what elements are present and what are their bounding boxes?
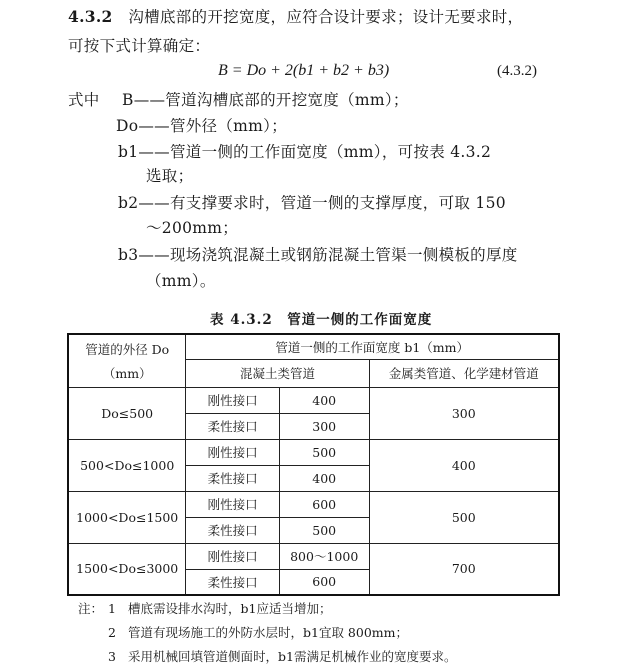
note-prefix: 注： (78, 601, 104, 616)
header-outer-diameter-unit: （mm） (102, 365, 152, 381)
flexible-joint-label: 柔性接口 (186, 517, 279, 543)
header-work-width: 管道一侧的工作面宽度 b1（mm） (186, 334, 559, 359)
table-row (68, 543, 559, 569)
note-2: 管道有现场施工的外防水层时，b1宜取 800mm； (128, 625, 408, 640)
definition-prefix: 式中 (68, 91, 100, 109)
flexible-joint-label: 柔性接口 (186, 465, 279, 491)
row-range: 1500<Do≤3000 (68, 543, 186, 595)
formula-expression: B = Do + 2(b1 + b2 + b3) (218, 62, 390, 79)
header-outer-diameter-label: 管道的外径 Do (85, 341, 170, 357)
flexible-joint-value: 400 (279, 465, 369, 491)
row-range: Do≤500 (68, 387, 186, 439)
header-concrete-pipe: 混凝土类管道 (186, 359, 369, 387)
table-row (68, 491, 559, 517)
flexible-joint-label: 柔性接口 (186, 569, 279, 595)
formula-number: (4.3.2) (497, 63, 537, 79)
definition-b1-line1: b1——管道一侧的工作面宽度（mm），可按表 4.3.2 (118, 143, 492, 161)
rigid-joint-label: 刚性接口 (186, 491, 279, 517)
definition-b2-line1: b2——有支撑要求时，管道一侧的支撑厚度，可取 150 (118, 194, 506, 212)
flexible-joint-label: 柔性接口 (186, 413, 279, 439)
rigid-joint-value: 500 (279, 439, 369, 465)
note-3-number: 3 (108, 649, 116, 664)
header-metal-pipe: 金属类管道、化学建材管道 (369, 359, 559, 387)
table-row (68, 387, 559, 413)
metal-pipe-value: 500 (369, 491, 559, 543)
definition-b3-line1: b3——现场浇筑混凝土或钢筋混凝土管渠一侧模板的厚度 (118, 246, 518, 264)
work-width-table (67, 333, 560, 596)
header-outer-diameter (68, 334, 186, 387)
metal-pipe-value: 700 (369, 543, 559, 595)
row-range: 500<Do≤1000 (68, 439, 186, 491)
clause-text-1: 沟槽底部的开挖宽度，应符合设计要求；设计无要求时， (128, 8, 524, 26)
definition-b1-line2: 选取； (146, 167, 194, 185)
metal-pipe-value: 400 (369, 439, 559, 491)
definition-B: B——管道沟槽底部的开挖宽度（mm）； (122, 91, 409, 109)
flexible-joint-value: 600 (279, 569, 369, 595)
note-1-number: 1 (108, 601, 116, 616)
rigid-joint-value: 600 (279, 491, 369, 517)
note-3: 采用机械回填管道侧面时，b1需满足机械作业的宽度要求。 (128, 649, 457, 664)
clause-text-2: 可按下式计算确定： (68, 37, 211, 55)
flexible-joint-value: 500 (279, 517, 369, 543)
note-2-number: 2 (108, 625, 116, 640)
table-row (68, 439, 559, 465)
rigid-joint-value: 400 (279, 387, 369, 413)
clause-number: 4.3.2 (68, 7, 113, 26)
rigid-joint-label: 刚性接口 (186, 387, 279, 413)
definition-b3-line2: （mm）。 (146, 272, 216, 290)
row-range: 1000<Do≤1500 (68, 491, 186, 543)
table-title: 表 4.3.2 管道一侧的工作面宽度 (210, 312, 433, 328)
rigid-joint-value: 800～1000 (279, 543, 369, 569)
rigid-joint-label: 刚性接口 (186, 543, 279, 569)
rigid-joint-label: 刚性接口 (186, 439, 279, 465)
metal-pipe-value: 300 (369, 387, 559, 439)
flexible-joint-value: 300 (279, 413, 369, 439)
definition-Do: Do——管外径（mm）； (116, 117, 288, 135)
clause-line-1 (68, 7, 523, 27)
note-1: 槽底需设排水沟时，b1应适当增加； (128, 601, 332, 616)
table-header-row-1 (68, 334, 559, 359)
definition-b2-line2: ～200mm； (146, 219, 239, 237)
